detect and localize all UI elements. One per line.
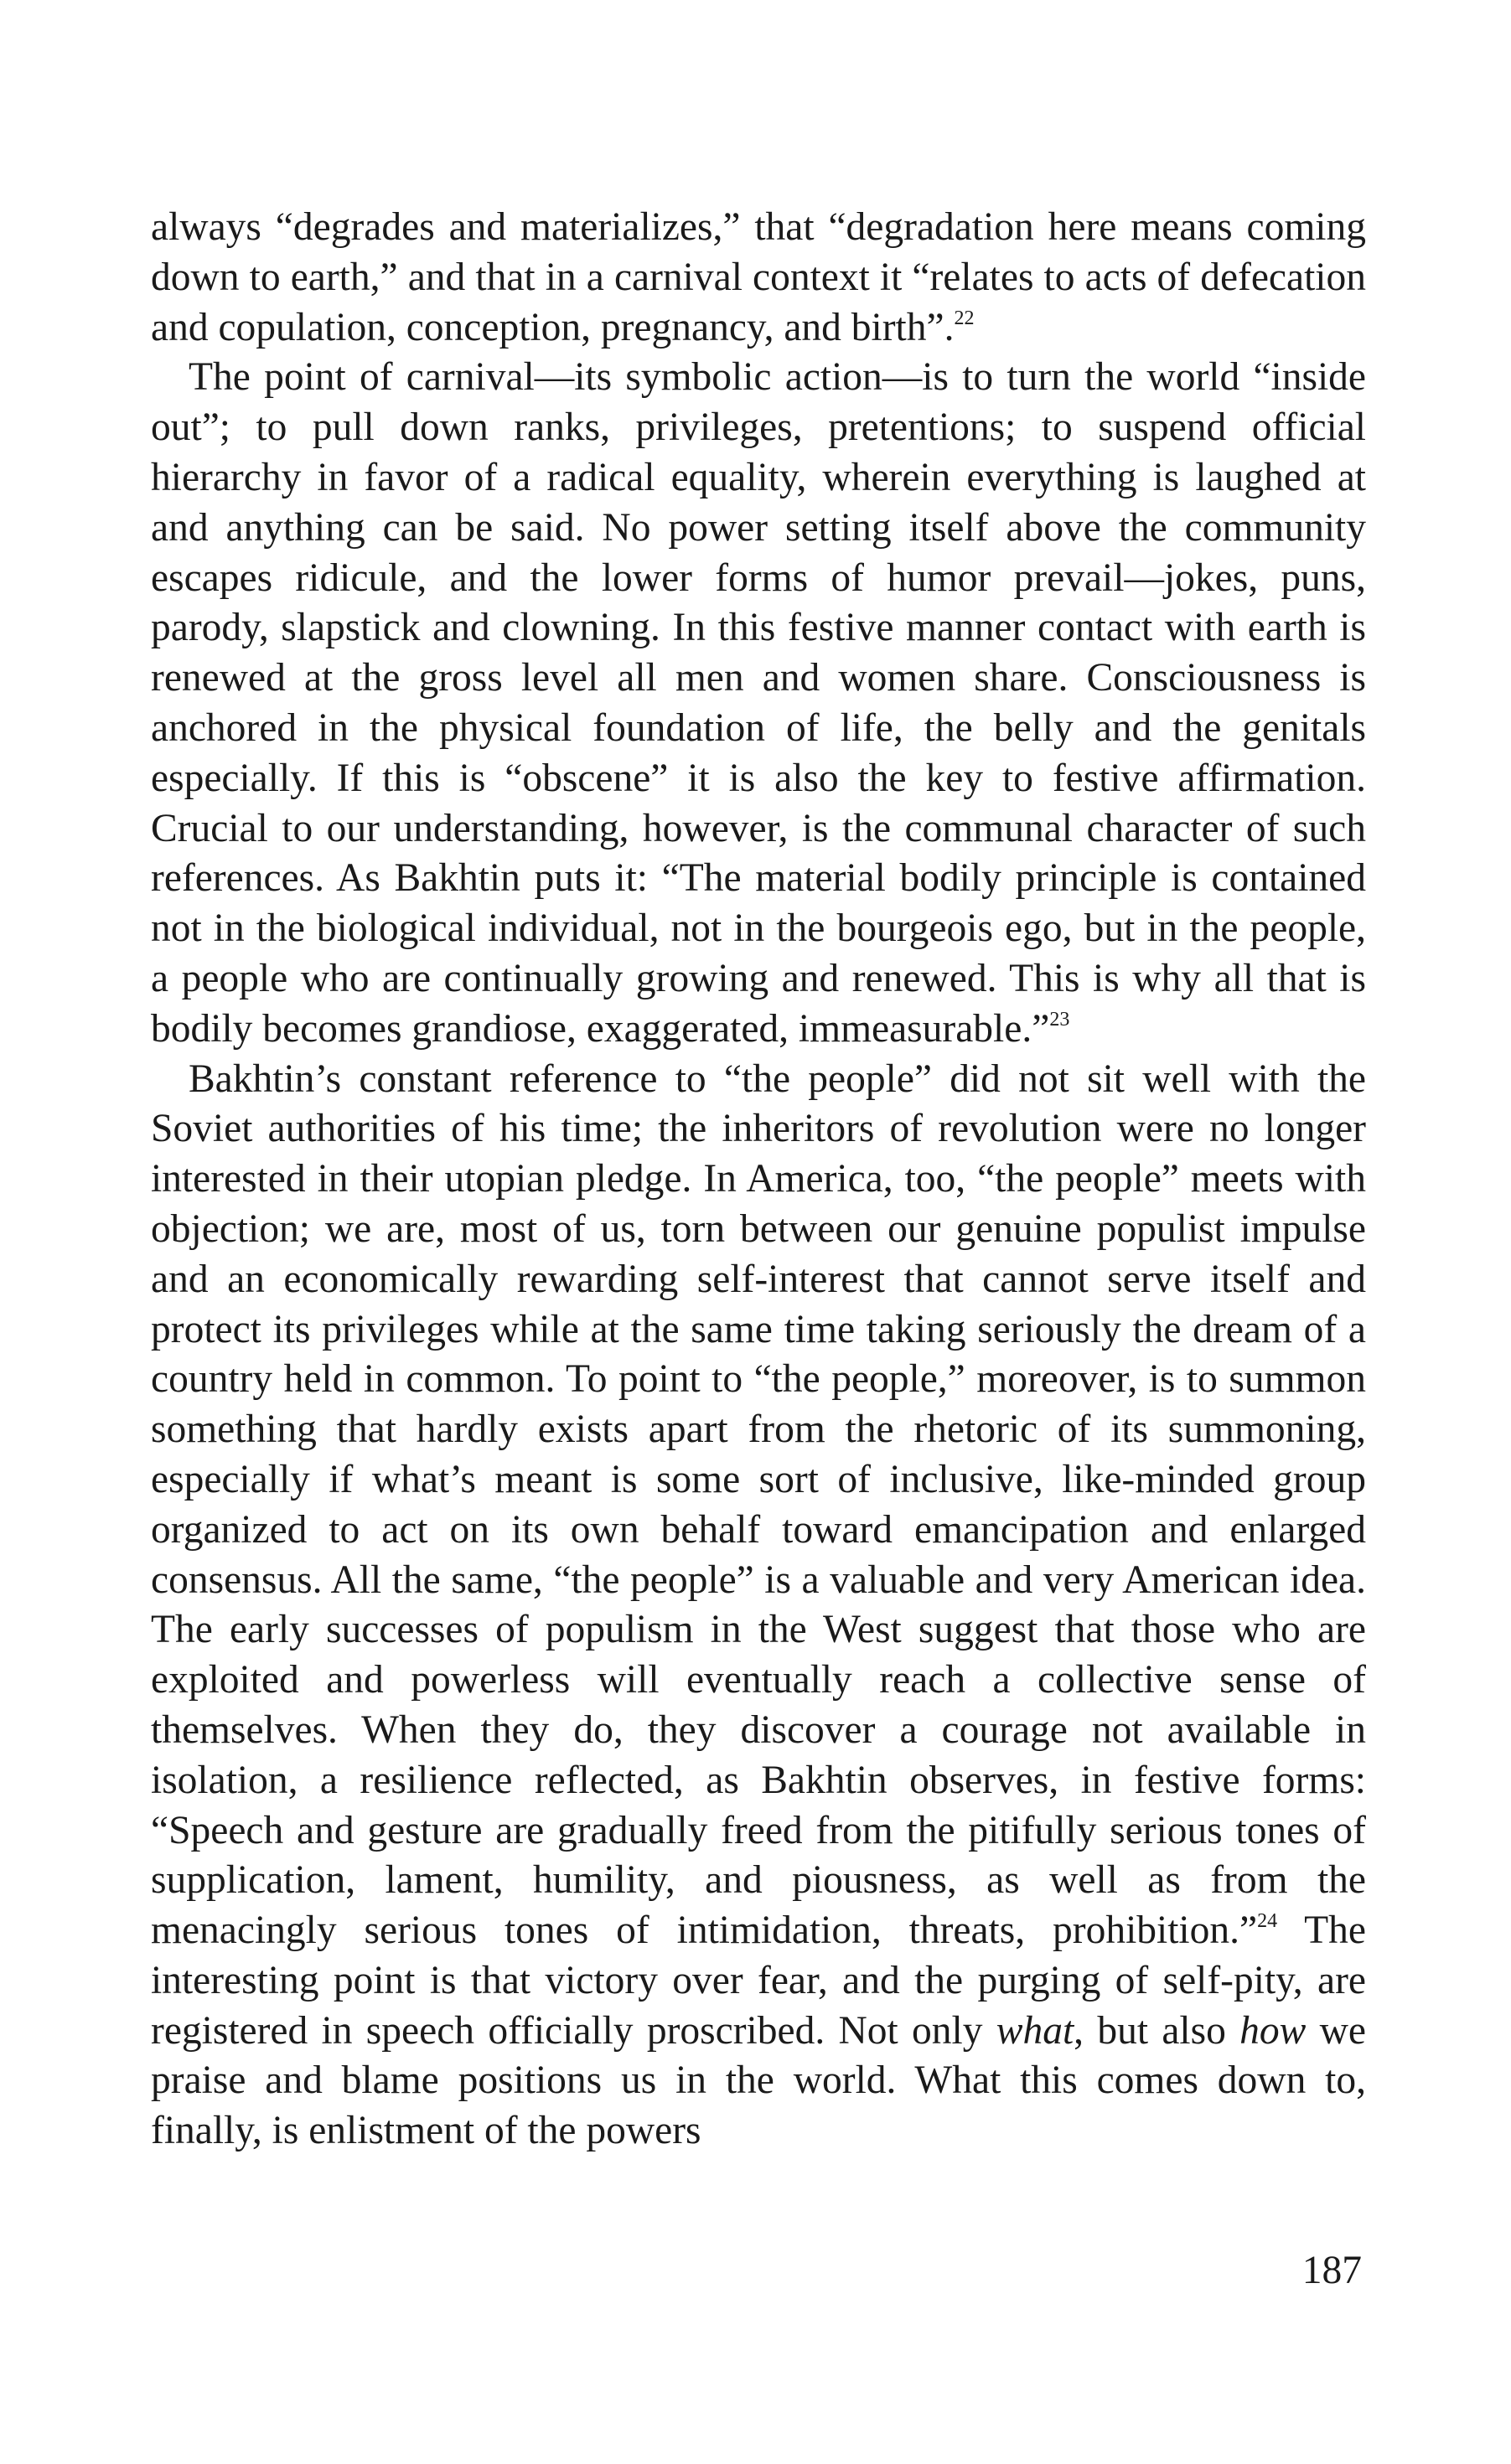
text-segment: we praise and blame positions us in the world. What this comes down to, finally, is enlistment of the powers	[151, 2008, 1367, 2153]
text-segment: always “degrades and materializes,” that “degradation here means coming down to earth,” and that in a carnival context it “relates to acts of defecation and copulation, conception, pregnancy, and birth”.	[151, 205, 1366, 349]
emphasis-how: how	[1239, 2008, 1307, 2053]
paragraph-2	[151, 353, 1366, 1054]
text-segment: The point of carnival—its symbolic action—is to turn the world “inside out”; to pull down ranks, privileges, pretentions; to suspend official hierarchy in favor of a radical equality, wherein everything is laughed at and anything can be said. No power setting itself above the community escapes ridicule, and the lower forms of humor prevail—jokes, puns, parody, slapstick and clowning. In this festive manner contact with earth is renewed at the gross level all men and women share. Consciousness is anchored in the physical foundation of life, the belly and the genitals especially. If this is “obscene” it is also the key to festive affirmation. Crucial to our understanding, however, is the communal character of such references. As Bakhtin puts it: “The material bodily principle is contained not in the biological individual, not in the bourgeois ego, but in the people, a people who are continually growing and renewed. This is why all that is bodily becomes grandiose, exaggerated, immeasurable.”	[151, 355, 1366, 1051]
footnote-ref-24: 24	[1257, 1910, 1278, 1933]
text-segment: , but also	[1074, 2008, 1240, 2053]
page-number: 187	[1301, 2249, 1362, 2292]
paragraph-3	[151, 1055, 1366, 2157]
paragraph-1	[151, 203, 1366, 353]
emphasis-what: what	[996, 2008, 1074, 2053]
body-text	[151, 203, 1366, 2157]
footnote-ref-23: 23	[1049, 1008, 1070, 1031]
text-segment: Bakhtin’s constant reference to “the people” did not sit well with the Soviet authorities of his time; the inheritors of revolution were no longer interested in their utopian pledge. In America, too, “the people” meets with objection; we are, most of us, torn between our genuine populist impulse and an economically rewarding self-interest that cannot serve itself and protect its privileges while at the same time taking seriously the dream of a country held in common. To point to “the people,” moreover, is to summon something that hardly exists apart from the rhetoric of its summoning, especially if what’s meant is some sort of inclusive, like-minded group organized to act on its own behalf toward emancipation and enlarged consensus. All the same, “the people” is a valuable and very American idea. The early successes of populism in the West suggest that those who are exploited and powerless will eventually reach a collective sense of themselves. When they do, they discover a courage not available in isolation, a resilience reflected, as Bakhtin observes, in festive forms: “Speech and gesture are gradually freed from the pitifully serious tones of supplication, lament, humility, and piousness, as well as from the menacingly serious tones of intimidation, threats, prohibition.”	[151, 1056, 1366, 1953]
footnote-ref-22: 22	[954, 307, 975, 329]
text-segment: The interesting point is that victory over fear, and the purging of self-pity, are registered in speech officially proscribed. Not only	[151, 1909, 1366, 2053]
